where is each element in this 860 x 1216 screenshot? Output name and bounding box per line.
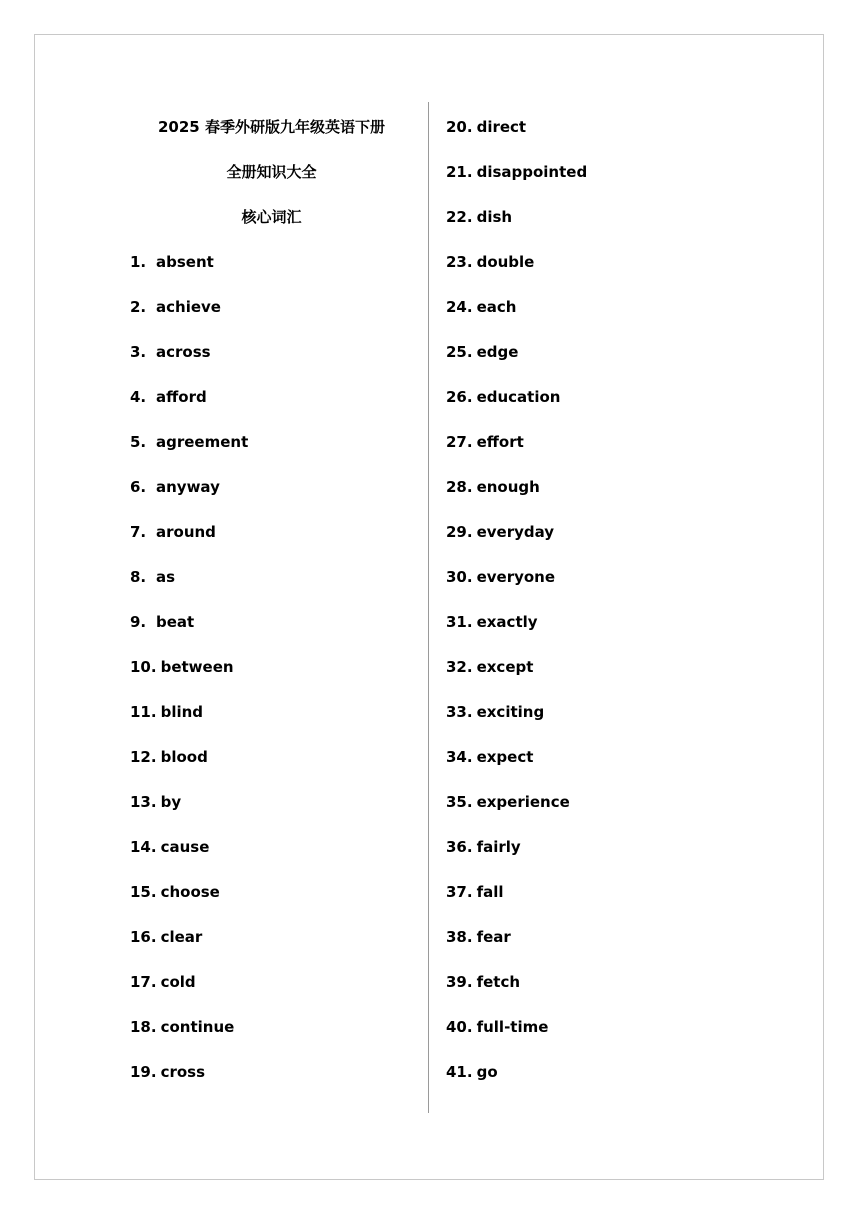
item-number: 31. bbox=[446, 613, 473, 631]
vocabulary-list-left bbox=[130, 252, 248, 1107]
item-word: expect bbox=[476, 748, 534, 766]
vocabulary-item bbox=[130, 792, 248, 837]
vocabulary-item bbox=[130, 657, 248, 702]
item-word: education bbox=[476, 388, 561, 406]
item-number: 40. bbox=[446, 1018, 473, 1036]
vocabulary-item bbox=[446, 252, 587, 297]
vocabulary-item bbox=[130, 432, 248, 477]
vocabulary-item bbox=[446, 387, 587, 432]
item-number: 10. bbox=[130, 658, 157, 676]
item-number: 6. bbox=[130, 478, 147, 496]
item-word: full-time bbox=[476, 1018, 549, 1036]
vocabulary-item bbox=[130, 387, 248, 432]
vocabulary-item bbox=[446, 567, 587, 612]
item-word: edge bbox=[476, 343, 519, 361]
item-number: 39. bbox=[446, 973, 473, 991]
vocabulary-item bbox=[446, 657, 587, 702]
document-subtitle: 全册知识大全 bbox=[226, 163, 317, 181]
item-word: fear bbox=[476, 928, 511, 946]
item-number: 2. bbox=[130, 298, 147, 316]
item-word: double bbox=[476, 253, 535, 271]
vocabulary-item bbox=[446, 297, 587, 342]
item-number: 22. bbox=[446, 208, 473, 226]
item-number: 27. bbox=[446, 433, 473, 451]
item-number: 3. bbox=[130, 343, 147, 361]
item-word: go bbox=[476, 1063, 498, 1081]
item-number: 17. bbox=[130, 973, 157, 991]
item-word: agreement bbox=[156, 433, 249, 451]
item-word: around bbox=[156, 523, 216, 541]
item-word: effort bbox=[476, 433, 524, 451]
item-number: 32. bbox=[446, 658, 473, 676]
item-number: 20. bbox=[446, 118, 473, 136]
item-number: 41. bbox=[446, 1063, 473, 1081]
item-word: cold bbox=[160, 973, 196, 991]
item-number: 24. bbox=[446, 298, 473, 316]
vocabulary-item bbox=[130, 702, 248, 747]
vocabulary-item bbox=[130, 1062, 248, 1107]
vocabulary-item bbox=[130, 477, 248, 522]
vocabulary-item bbox=[446, 522, 587, 567]
item-number: 5. bbox=[130, 433, 147, 451]
column-divider bbox=[428, 102, 429, 1113]
vocabulary-item bbox=[446, 882, 587, 927]
vocabulary-item bbox=[446, 837, 587, 882]
item-number: 21. bbox=[446, 163, 473, 181]
vocabulary-item bbox=[446, 342, 587, 387]
item-word: exactly bbox=[476, 613, 538, 631]
item-number: 37. bbox=[446, 883, 473, 901]
item-number: 29. bbox=[446, 523, 473, 541]
vocabulary-item bbox=[446, 1017, 587, 1062]
item-word: blood bbox=[160, 748, 208, 766]
item-number: 14. bbox=[130, 838, 157, 856]
item-word: anyway bbox=[156, 478, 220, 496]
item-number: 18. bbox=[130, 1018, 157, 1036]
item-number: 25. bbox=[446, 343, 473, 361]
item-word: absent bbox=[156, 253, 214, 271]
item-word: blind bbox=[160, 703, 204, 721]
item-number: 11. bbox=[130, 703, 157, 721]
item-word: achieve bbox=[156, 298, 221, 316]
document-title: 2025 春季外研版九年级英语下册 bbox=[158, 118, 385, 136]
item-number: 34. bbox=[446, 748, 473, 766]
vocabulary-item bbox=[130, 522, 248, 567]
vocabulary-item bbox=[446, 207, 587, 252]
item-word: between bbox=[160, 658, 234, 676]
vocabulary-item bbox=[446, 477, 587, 522]
vocabulary-item bbox=[130, 252, 248, 297]
vocabulary-item bbox=[446, 1062, 587, 1107]
item-word: afford bbox=[156, 388, 207, 406]
item-number: 23. bbox=[446, 253, 473, 271]
item-word: fairly bbox=[476, 838, 521, 856]
vocabulary-list-right bbox=[446, 117, 587, 1107]
vocabulary-item bbox=[446, 702, 587, 747]
item-word: except bbox=[476, 658, 534, 676]
item-word: everyday bbox=[476, 523, 555, 541]
item-word: choose bbox=[160, 883, 220, 901]
vocabulary-item bbox=[130, 747, 248, 792]
item-number: 38. bbox=[446, 928, 473, 946]
item-word: fall bbox=[476, 883, 504, 901]
item-number: 4. bbox=[130, 388, 147, 406]
item-number: 30. bbox=[446, 568, 473, 586]
item-number: 1. bbox=[130, 253, 147, 271]
item-word: everyone bbox=[476, 568, 556, 586]
item-number: 26. bbox=[446, 388, 473, 406]
vocabulary-item bbox=[446, 432, 587, 477]
vocabulary-item bbox=[446, 747, 587, 792]
vocabulary-item bbox=[130, 972, 248, 1017]
item-word: by bbox=[160, 793, 182, 811]
vocabulary-item bbox=[130, 297, 248, 342]
item-number: 16. bbox=[130, 928, 157, 946]
vocabulary-item bbox=[446, 927, 587, 972]
vocabulary-item bbox=[130, 567, 248, 612]
item-word: cause bbox=[160, 838, 210, 856]
item-word: as bbox=[156, 568, 176, 586]
item-number: 15. bbox=[130, 883, 157, 901]
item-word: continue bbox=[160, 1018, 235, 1036]
vocabulary-item bbox=[130, 1017, 248, 1062]
item-number: 33. bbox=[446, 703, 473, 721]
item-number: 12. bbox=[130, 748, 157, 766]
item-number: 36. bbox=[446, 838, 473, 856]
item-word: experience bbox=[476, 793, 570, 811]
item-word: enough bbox=[476, 478, 540, 496]
item-word: fetch bbox=[476, 973, 521, 991]
item-word: across bbox=[156, 343, 211, 361]
item-word: beat bbox=[156, 613, 195, 631]
vocabulary-item bbox=[130, 342, 248, 387]
vocabulary-item bbox=[130, 927, 248, 972]
item-word: direct bbox=[476, 118, 527, 136]
item-word: disappointed bbox=[476, 163, 588, 181]
section-heading: 核心词汇 bbox=[241, 208, 302, 226]
item-number: 28. bbox=[446, 478, 473, 496]
item-word: exciting bbox=[476, 703, 545, 721]
item-number: 35. bbox=[446, 793, 473, 811]
item-number: 19. bbox=[130, 1063, 157, 1081]
item-word: cross bbox=[160, 1063, 206, 1081]
vocabulary-item bbox=[446, 612, 587, 657]
vocabulary-item bbox=[446, 972, 587, 1017]
vocabulary-item bbox=[130, 882, 248, 927]
vocabulary-item bbox=[446, 792, 587, 837]
item-number: 9. bbox=[130, 613, 147, 631]
vocabulary-item bbox=[446, 117, 587, 162]
item-number: 13. bbox=[130, 793, 157, 811]
item-number: 7. bbox=[130, 523, 147, 541]
item-word: dish bbox=[476, 208, 513, 226]
vocabulary-item bbox=[130, 612, 248, 657]
item-word: each bbox=[476, 298, 517, 316]
item-word: clear bbox=[160, 928, 203, 946]
vocabulary-item bbox=[446, 162, 587, 207]
item-number: 8. bbox=[130, 568, 147, 586]
vocabulary-item bbox=[130, 837, 248, 882]
